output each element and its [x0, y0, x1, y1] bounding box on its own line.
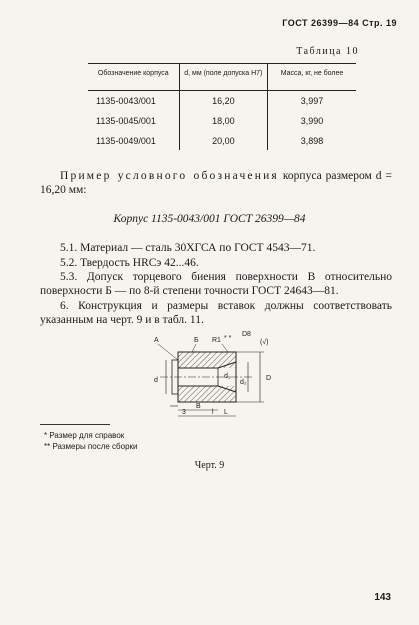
table-column-header: Масса, кг, не более [268, 64, 356, 91]
example-intro-paragraph [40, 169, 392, 197]
table-cell: 1135-0043/001 [96, 96, 156, 106]
table-cell: 18,00 [179, 111, 267, 131]
label-l: l [212, 409, 214, 416]
example-intro-spaced: Пример условного обозначения [60, 170, 279, 182]
paragraph-5-3: 5.3. Допуск торцевого биения поверхности В относительно поверхности Б — по 8-й степени точности ГОСТ 24643—81. [40, 271, 392, 297]
finish-mark: (√) [260, 339, 269, 346]
figure-caption: Черт. 9 [194, 460, 225, 471]
notes-divider [40, 424, 110, 425]
table-column-header: d, мм (поле допуска H7) [179, 64, 267, 91]
label-d: d [154, 377, 158, 384]
paragraph-5-2: 5.2. Твердость HRCэ 42...46. [60, 257, 199, 269]
footnote-reference: * Размер для справок [44, 431, 125, 440]
table-cell: 16,20 [179, 91, 267, 112]
specification-table [88, 63, 356, 150]
page-header: ГОСТ 26399—84 Стр. 19 [282, 18, 397, 28]
label-d2: d₂ [240, 379, 247, 386]
example-designation: Корпус 1135-0043/001 ГОСТ 26399—84 [113, 213, 306, 225]
asterisks-label: * * [224, 335, 232, 342]
table-row [88, 131, 356, 150]
paragraph-5-1: 5.1. Материал — сталь 30ХГСА по ГОСТ 4543—71. [60, 242, 316, 254]
table-cell: 3,990 [268, 111, 356, 131]
label-3: 3 [182, 409, 186, 416]
example-intro-rest: корпуса размером d = 16,20 мм: [40, 170, 392, 196]
label-b2: B [196, 403, 201, 410]
table-row [88, 91, 356, 112]
label-b1: Б [194, 337, 199, 344]
finish-value: D8 [242, 331, 251, 338]
label-big-d: D [266, 375, 272, 382]
insert-technical-drawing [120, 330, 300, 418]
table-cell: 20,00 [179, 131, 267, 150]
table-row [88, 111, 356, 131]
label-a: A [154, 337, 159, 344]
table-cell: 1135-0049/001 [96, 136, 156, 146]
label-big-l: L [224, 409, 228, 416]
table-cell: 3,997 [268, 91, 356, 112]
insert-body [160, 352, 252, 402]
page-number: 143 [374, 592, 391, 603]
table-cell: 1135-0045/001 [96, 116, 156, 126]
paragraph-6: 6. Конструкция и размеры вставок должны соответствовать указанным на черт. 9 и в табл. 11. [40, 300, 392, 326]
label-d1: d₁ [224, 373, 231, 380]
table-cell: 3,898 [268, 131, 356, 150]
table-column-header: Обозначение корпуса [88, 64, 179, 91]
table-caption: Таблица 10 [296, 46, 359, 57]
footnote-after-assembly: ** Размеры после сборки [44, 442, 138, 451]
table-header-row [88, 64, 356, 91]
roughness-label: R1 [212, 337, 221, 344]
